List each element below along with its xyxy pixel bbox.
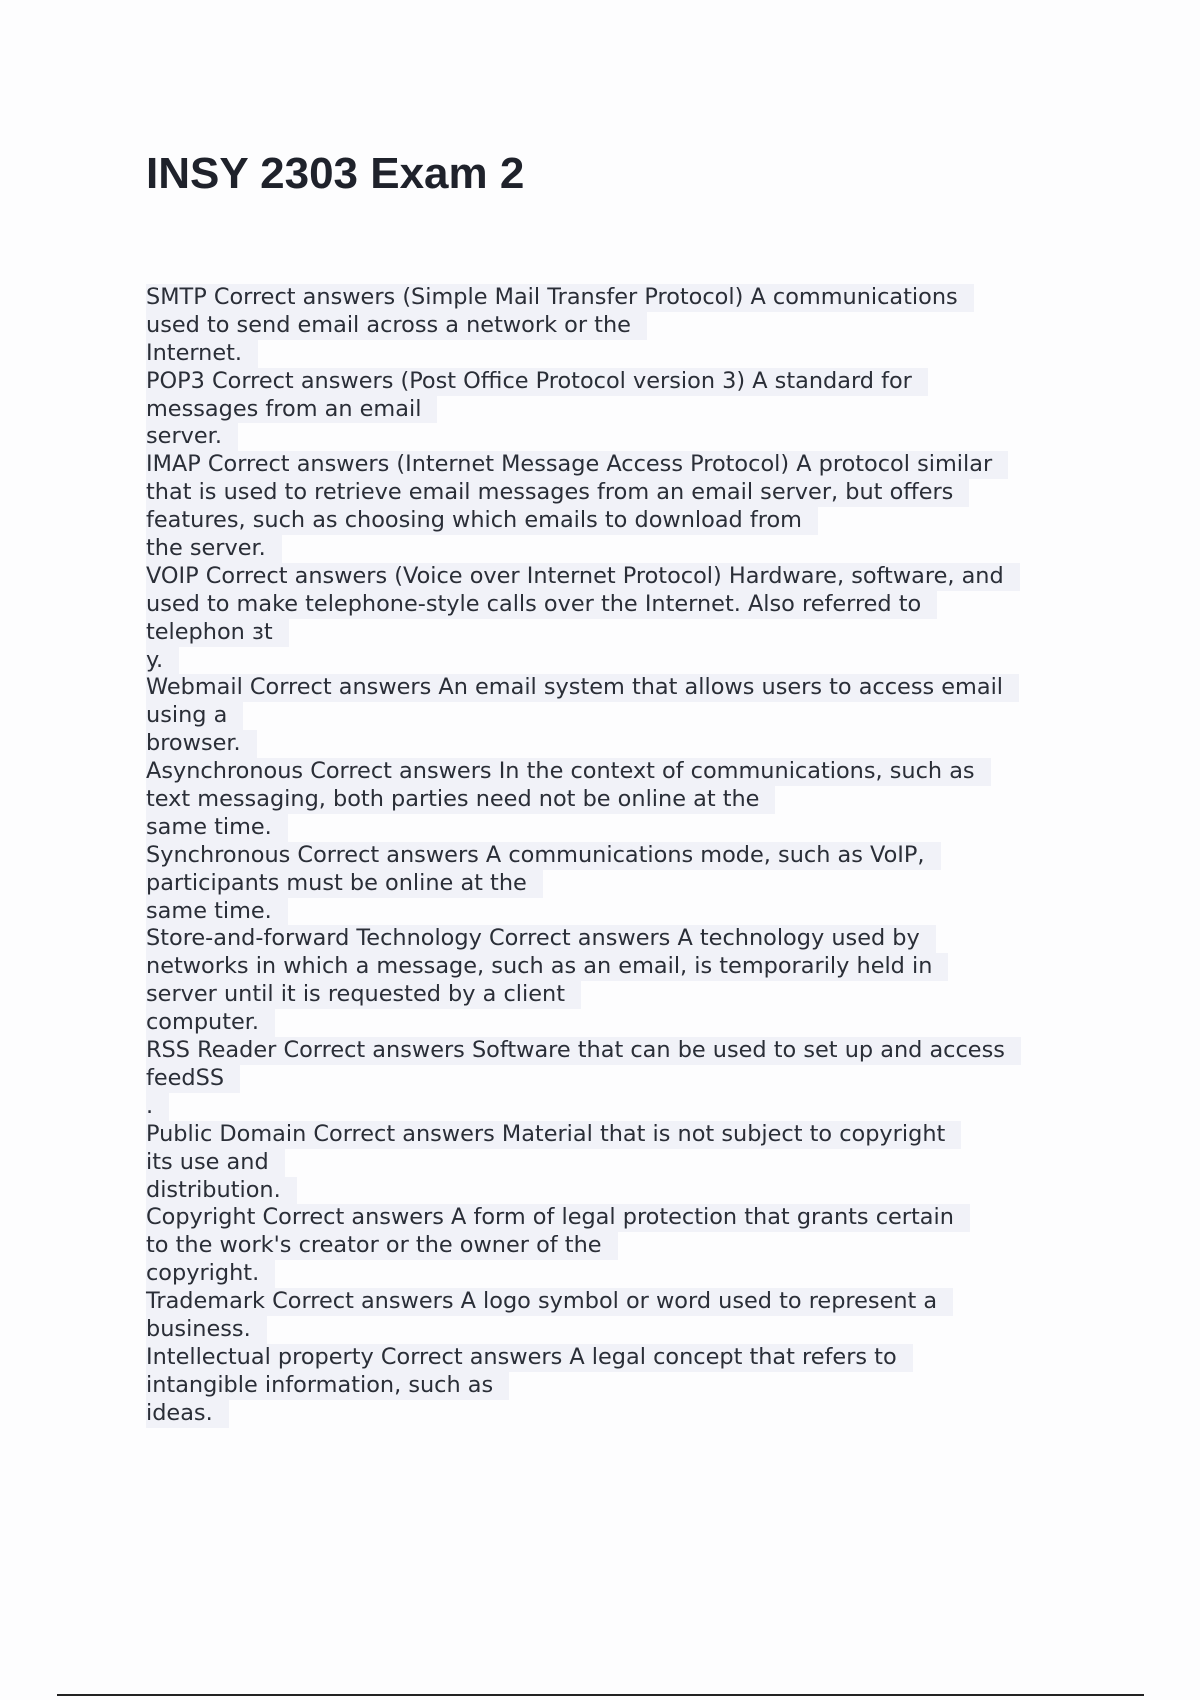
text-line: same time.	[146, 814, 288, 842]
text-line: text messaging, both parties need not be online at the	[146, 786, 775, 814]
text-line: server until it is requested by a client	[146, 981, 581, 1009]
text-line: computer.	[146, 1009, 275, 1037]
document-body	[146, 284, 1086, 1428]
page-bottom-divider	[57, 1694, 1144, 1696]
text-line: Intellectual property Correct answers A legal concept that refers to	[146, 1344, 913, 1372]
text-line: participants must be online at the	[146, 870, 543, 898]
text-line: Store-and-forward Technology Correct answers A technology used by	[146, 925, 936, 953]
text-line: telephon ɜt	[146, 619, 289, 647]
text-line: Copyright Correct answers A form of legal protection that grants certain	[146, 1204, 970, 1232]
text-line: messages from an email	[146, 396, 437, 424]
text-line: business.	[146, 1316, 267, 1344]
text-line: Trademark Correct answers A logo symbol or word used to represent a	[146, 1288, 953, 1316]
text-line: VOIP Correct answers (Voice over Internet Protocol) Hardware, software, and	[146, 563, 1020, 591]
text-line: using a	[146, 702, 243, 730]
text-line: browser.	[146, 730, 257, 758]
text-line: copyright.	[146, 1260, 275, 1288]
text-line: features, such as choosing which emails to download from	[146, 507, 818, 535]
text-line: y.	[146, 647, 179, 675]
text-line: Synchronous Correct answers A communications mode, such as VoIP,	[146, 842, 941, 870]
text-line: POP3 Correct answers (Post Office Protocol version 3) A standard for	[146, 368, 928, 396]
text-line: IMAP Correct answers (Internet Message Access Protocol) A protocol similar	[146, 451, 1008, 479]
text-line: to the work's creator or the owner of the	[146, 1232, 618, 1260]
text-line: networks in which a message, such as an email, is temporarily held in	[146, 953, 948, 981]
text-line: SMTP Correct answers (Simple Mail Transfer Protocol) A communications	[146, 284, 974, 312]
text-line: that is used to retrieve email messages from an email server, but offers	[146, 479, 969, 507]
text-line: same time.	[146, 898, 288, 926]
text-line: Webmail Correct answers An email system that allows users to access email	[146, 674, 1019, 702]
text-line: distribution.	[146, 1177, 297, 1205]
text-line: its use and	[146, 1149, 285, 1177]
text-line: Internet.	[146, 340, 258, 368]
text-line: the server.	[146, 535, 282, 563]
text-line: intangible information, such as	[146, 1372, 509, 1400]
page-title: INSY 2303 Exam 2	[146, 149, 525, 198]
text-line: RSS Reader Correct answers Software that can be used to set up and access	[146, 1037, 1021, 1065]
text-line: Public Domain Correct answers Material that is not subject to copyright	[146, 1121, 961, 1149]
text-line: ideas.	[146, 1400, 229, 1428]
text-line: used to send email across a network or the	[146, 312, 647, 340]
text-line: .	[146, 1093, 169, 1121]
text-line: server.	[146, 423, 238, 451]
text-line: used to make telephone-style calls over the Internet. Also referred to	[146, 591, 937, 619]
text-line: Asynchronous Correct answers In the context of communications, such as	[146, 758, 991, 786]
text-line: feedSS	[146, 1065, 240, 1093]
